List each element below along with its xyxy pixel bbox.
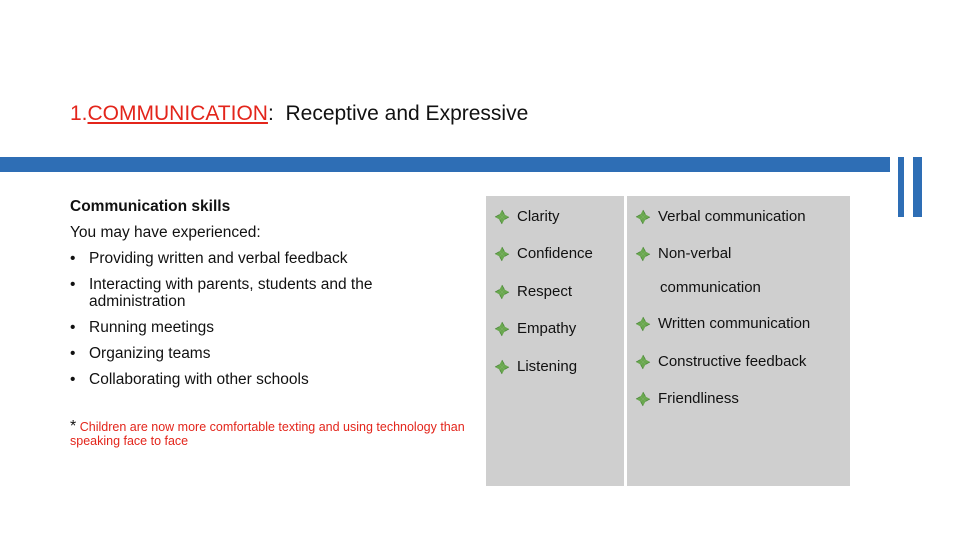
title-number: 1. [70, 102, 88, 125]
panel-item-empathy: Empathy [494, 320, 576, 337]
list-item: • Interacting with parents, students and the administration [70, 276, 373, 310]
panel-item-written: Written communication [635, 315, 810, 332]
panel-divider [624, 196, 627, 486]
diamond-bullet-icon [494, 359, 510, 375]
panel-item-clarity: Clarity [494, 208, 560, 225]
diamond-bullet-icon [494, 246, 510, 262]
diamond-bullet-icon [494, 284, 510, 300]
decor-bar-thin [898, 157, 904, 217]
title-colon: : [267, 102, 274, 125]
footnote-text: Children are now more comfortable texting and using technology than speaking face to face [70, 420, 465, 448]
skills-intro: You may have experienced: [70, 224, 261, 241]
decor-bar-thick [913, 157, 922, 217]
panel-item-friendliness: Friendliness [635, 390, 739, 407]
list-item: • Organizing teams [70, 341, 470, 367]
diamond-bullet-icon [635, 391, 651, 407]
footnote [70, 420, 470, 448]
diamond-bullet-icon [635, 246, 651, 262]
title-keyword: COMMUNICATION [87, 102, 268, 125]
diamond-bullet-icon [635, 209, 651, 225]
bullet-dot-icon: • [70, 276, 76, 293]
bullet-dot-icon: • [70, 345, 76, 362]
bullet-dot-icon: • [70, 371, 76, 388]
panel-item-confidence: Confidence [494, 245, 593, 262]
panel-item-verbal: Verbal communication [635, 208, 806, 225]
bullet-dot-icon: • [70, 250, 76, 267]
slide-title [70, 102, 528, 126]
experience-list [70, 246, 470, 393]
diamond-bullet-icon [635, 354, 651, 370]
panel-item-respect: Respect [494, 283, 572, 300]
skills-heading: Communication skills [70, 198, 231, 215]
diamond-bullet-icon [494, 321, 510, 337]
footnote-star: * [70, 418, 77, 435]
skills-text-block [70, 194, 470, 393]
panel-item-nonverbal: Non-verbal [635, 245, 731, 262]
panel-item-nonverbal-continuation: communication [660, 279, 761, 296]
list-item: • Running meetings [70, 315, 470, 341]
header-band [0, 157, 890, 172]
diamond-bullet-icon [494, 209, 510, 225]
diamond-bullet-icon [635, 316, 651, 332]
panel-item-feedback: Constructive feedback [635, 353, 806, 370]
list-item: • Collaborating with other schools [70, 367, 470, 393]
title-subtitle: Receptive and Expressive [285, 102, 529, 125]
bullet-dot-icon: • [70, 319, 76, 336]
skills-panel [486, 196, 850, 486]
panel-item-listening: Listening [494, 358, 577, 375]
list-item: • Providing written and verbal feedback [70, 246, 470, 272]
